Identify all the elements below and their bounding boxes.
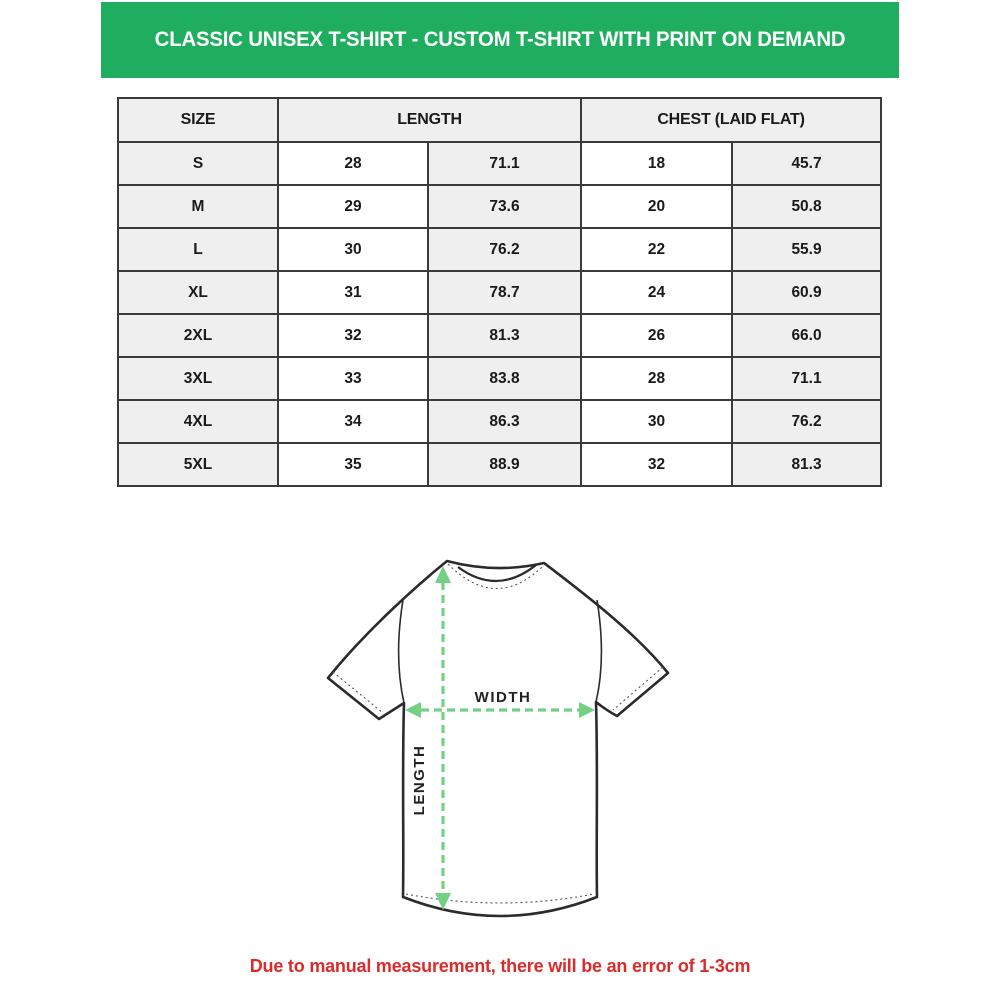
size-cell: XL (118, 271, 278, 314)
chest-in-cell: 28 (581, 357, 732, 400)
width-label: WIDTH (474, 689, 532, 706)
chest-cm-cell: 76.2 (732, 400, 881, 443)
length-in-cell: 34 (278, 400, 428, 443)
size-cell: 4XL (118, 400, 278, 443)
chest-cm-cell: 50.8 (732, 185, 881, 228)
length-cm-cell: 81.3 (428, 314, 581, 357)
length-cm-cell: 83.8 (428, 357, 581, 400)
table-row-3xl (118, 357, 881, 400)
chest-cm-cell: 60.9 (732, 271, 881, 314)
title-banner (101, 2, 899, 78)
page-title: CLASSIC UNISEX T-SHIRT - CUSTOM T-SHIRT WITH PRINT ON DEMAND (154, 28, 846, 51)
chest-in-cell: 30 (581, 400, 732, 443)
table-row-2xl (118, 314, 881, 357)
table-row-s (118, 142, 881, 185)
length-cm-cell: 78.7 (428, 271, 581, 314)
length-cm-cell: 73.6 (428, 185, 581, 228)
length-in-cell: 35 (278, 443, 428, 486)
chest-cm-cell: 66.0 (732, 314, 881, 357)
chest-in-cell: 24 (581, 271, 732, 314)
size-cell: 5XL (118, 443, 278, 486)
chest-in-cell: 26 (581, 314, 732, 357)
column-header-length: LENGTH (278, 98, 581, 142)
chest-cm-cell: 55.9 (732, 228, 881, 271)
length-label: LENGTH (411, 744, 428, 816)
length-in-cell: 31 (278, 271, 428, 314)
table-row-l (118, 228, 881, 271)
chest-in-cell: 20 (581, 185, 732, 228)
length-in-cell: 29 (278, 185, 428, 228)
length-in-cell: 33 (278, 357, 428, 400)
table-row-xl (118, 271, 881, 314)
table-row-5xl (118, 443, 881, 486)
chest-in-cell: 22 (581, 228, 732, 271)
length-in-cell: 30 (278, 228, 428, 271)
length-cm-cell: 86.3 (428, 400, 581, 443)
size-cell: 3XL (118, 357, 278, 400)
length-cm-cell: 88.9 (428, 443, 581, 486)
chest-cm-cell: 45.7 (732, 142, 881, 185)
length-in-cell: 28 (278, 142, 428, 185)
measurement-disclaimer: Due to manual measurement, there will be an error of 1-3cm (249, 956, 751, 976)
length-in-cell: 32 (278, 314, 428, 357)
column-header-chest: CHEST (LAID FLAT) (581, 98, 881, 142)
length-cm-cell: 71.1 (428, 142, 581, 185)
size-chart-table (117, 97, 882, 487)
chest-in-cell: 32 (581, 443, 732, 486)
table-header-row (118, 98, 881, 142)
table-row-m (118, 185, 881, 228)
chest-cm-cell: 71.1 (732, 357, 881, 400)
chest-in-cell: 18 (581, 142, 732, 185)
tshirt-outline-icon (328, 561, 668, 916)
tshirt-measurement-diagram (320, 552, 680, 920)
size-cell: 2XL (118, 314, 278, 357)
size-cell: S (118, 142, 278, 185)
chest-cm-cell: 81.3 (732, 443, 881, 486)
size-cell: M (118, 185, 278, 228)
table-row-4xl (118, 400, 881, 443)
column-header-size: SIZE (118, 98, 278, 142)
length-cm-cell: 76.2 (428, 228, 581, 271)
size-cell: L (118, 228, 278, 271)
